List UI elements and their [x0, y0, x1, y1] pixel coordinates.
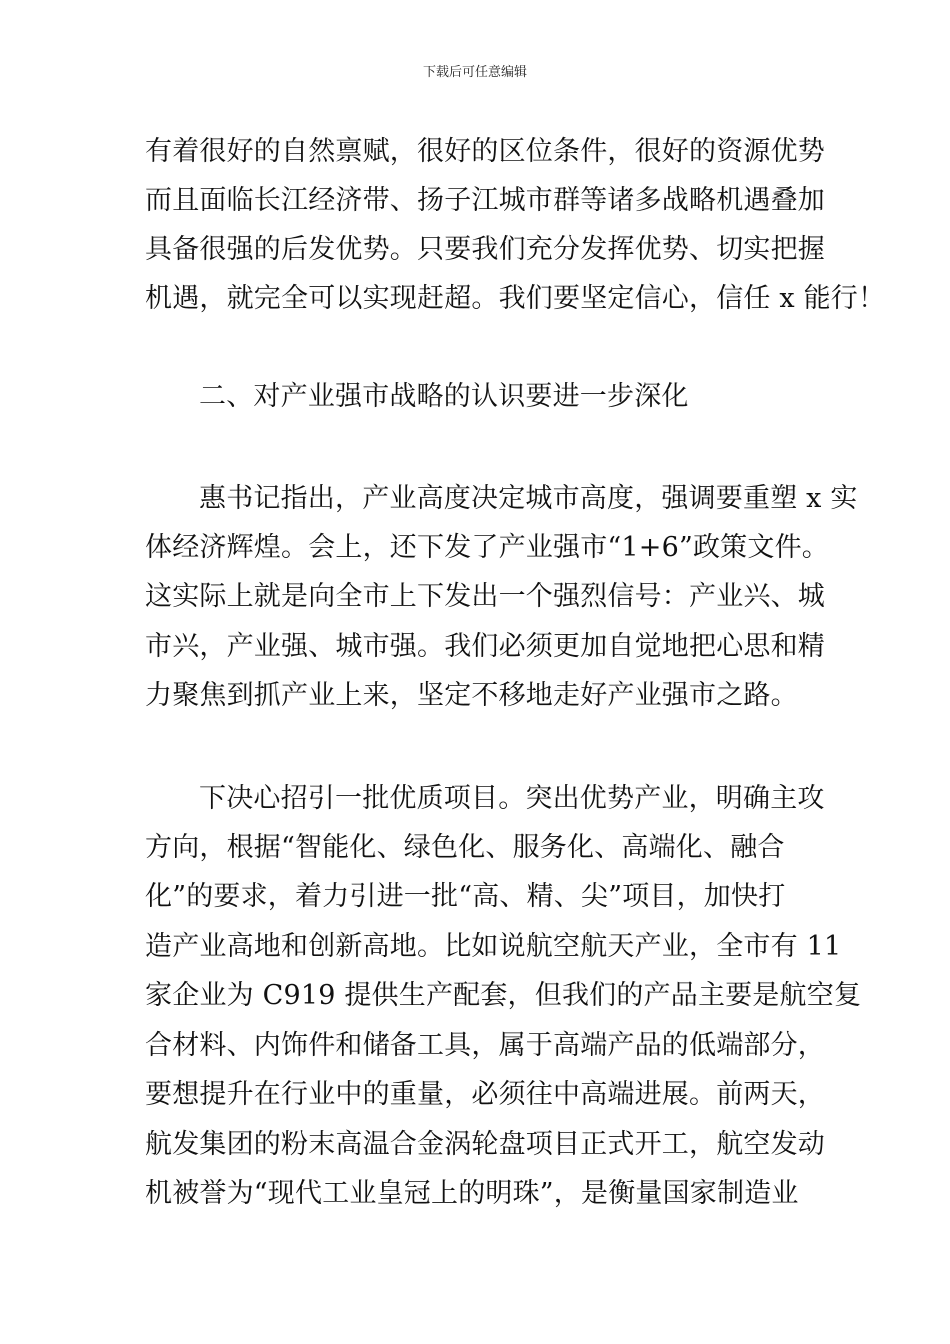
paragraph-line: 合材料、内饰件和储备工具，属于高端产品的低端部分，: [145, 1030, 825, 1061]
paragraph-line: 体经济辉煌。会上，还下发了产业强市“1+6”政策文件。: [145, 532, 829, 563]
paragraph-line: 而且面临长江经济带、扬子江城市群等诸多战略机遇叠加: [145, 185, 825, 216]
paragraph-line: 下决心招引一批优质项目。突出优势产业，明确主攻: [199, 783, 825, 814]
paragraph-line: 方向，根据“智能化、绿色化、服务化、高端化、融合: [145, 832, 785, 863]
paragraph-line: 机被誉为“现代工业皇冠上的明珠”，是衡量国家制造业: [145, 1178, 799, 1209]
section-heading: 二、对产业强市战略的认识要进一步深化: [199, 381, 689, 412]
paragraph-line: 这实际上就是向全市上下发出一个强烈信号：产业兴、城: [145, 581, 825, 612]
paragraph-line: 航发集团的粉末高温合金涡轮盘项目正式开工，航空发动: [145, 1129, 825, 1160]
paragraph-line: 市兴，产业强、城市强。我们必须更加自觉地把心思和精: [145, 631, 825, 662]
paragraph-line: 有着很好的自然禀赋，很好的区位条件，很好的资源优势: [145, 136, 825, 167]
paragraph-line: 具备很强的后发优势。只要我们充分发挥优势、切实把握: [145, 234, 825, 265]
paragraph-line: 机遇，就完全可以实现赶超。我们要坚定信心，信任 x 能行！: [145, 283, 886, 314]
paragraph-line: 化”的要求，着力引进一批“高、精、尖”项目，加快打: [145, 881, 786, 912]
paragraph-line: 惠书记指出，产业高度决定城市高度，强调要重塑 x 实: [199, 483, 858, 514]
paragraph-line: 要想提升在行业中的重量，必须往中高端进展。前两天，: [145, 1079, 825, 1110]
page-header: 下载后可任意编辑: [422, 65, 527, 80]
paragraph-line: 家企业为 C919 提供生产配套，但我们的产品主要是航空复: [145, 980, 862, 1011]
paragraph-line: 造产业高地和创新高地。比如说航空航天产业，全市有 11: [145, 931, 842, 962]
paragraph-line: 力聚焦到抓产业上来，坚定不移地走好产业强市之路。: [145, 680, 798, 711]
